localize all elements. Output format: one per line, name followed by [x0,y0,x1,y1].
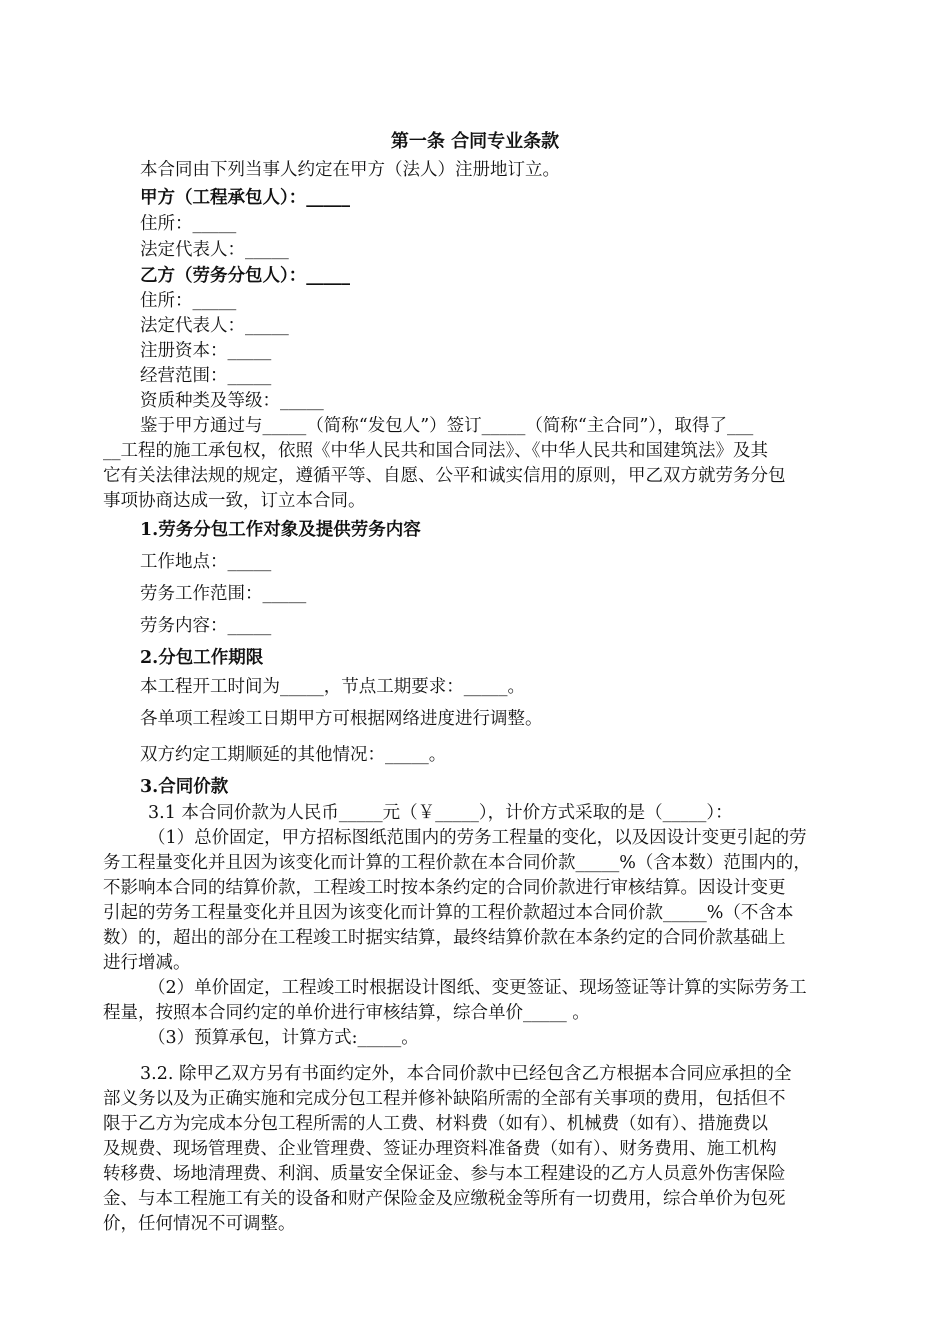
intro-text: 本合同由下列当事人约定在甲方（法人）注册地订立。 [140,160,560,180]
option1-line: 进行增减。 [103,953,191,973]
work-range: 劳务工作范围：_____ [140,584,307,604]
party-b-label: 乙方（劳务分包人）：_____ [140,266,350,286]
start-time: 本工程开工时间为_____，节点工期要求：_____。 [140,677,525,697]
option1-line: 不影响本合同的结算价款，工程竣工时按本条约定的合同价款进行审核结算。因设计变更 [103,878,786,898]
schedule-other: 双方约定工期顺延的其他情况：_____。 [140,745,447,765]
work-location: 工作地点：_____ [140,552,272,572]
party-a-label: 甲方（工程承包人）：_____ [140,188,350,208]
clause-3-2-line: 部义务以及为正确实施和完成分包工程并修补缺陷所需的全部有关事项的费用，包括但不 [103,1089,786,1109]
party-b-address: 住所：_____ [140,291,237,311]
section2-heading: 2.分包工作期限 [140,648,264,668]
schedule-adjust: 各单项工程竣工日期甲方可根据网络进度进行调整。 [140,709,543,729]
option1-line: 引起的劳务工程量变化并且因为该变化而计算的工程价款超过本合同价款_____%（不含本 [103,903,794,923]
preamble-line: 鉴于甲方通过与_____（简称“发包人”）签订_____（简称“主合同”），取得了___ [140,416,754,436]
clause-3-1: 3.1 本合同价款为人民币_____元（￥_____），计价方式采取的是（_____）： [148,803,733,823]
preamble-line: 事项协商达成一致，订立本合同。 [103,491,366,511]
preamble-line: 它有关法律法规的规定，遵循平等、自愿、公平和诚实信用的原则，甲乙双方就劳务分包 [103,466,786,486]
clause-3-2-line: 价，任何情况不可调整。 [103,1214,296,1234]
party-a-address: 住所：_____ [140,214,237,234]
section3-heading: 3.合同价款 [140,777,229,797]
option1-line: 数）的，超出的部分在工程竣工时据实结算，最终结算价款在本条约定的合同价款基础上 [103,928,786,948]
option2-line: 程量，按照本合同约定的单价进行审核结算，综合单价_____ 。 [103,1003,590,1023]
section1-heading: 1.劳务分包工作对象及提供劳务内容 [140,520,421,540]
preamble-line: __工程的施工承包权，依照《中华人民共和国合同法》、《中华人民共和国建筑法》及其 [103,441,768,461]
party-b-scope: 经营范围：_____ [140,366,272,386]
clause-3-2-line: 限于乙方为完成本分包工程所需的人工费、材料费（如有）、机械费（如有）、措施费以 [103,1114,768,1134]
clause-3-2-line: 金、与本工程施工有关的设备和财产保险金及应缴税金等所有一切费用，综合单价为包死 [103,1189,786,1209]
clause-3-2-line: 3.2. 除甲乙双方另有书面约定外，本合同价款中已经包含乙方根据本合同应承担的全 [140,1064,792,1084]
clause-3-2-line: 及规费、现场管理费、企业管理费、签证办理资料准备费（如有）、财务费用、施工机构 [103,1139,777,1159]
option3-line: （3）预算承包，计算方式:_____。 [148,1028,419,1048]
option1-line: 务工程量变化并且因为该变化而计算的工程价款在本合同价款_____%（含本数）范围内的， [103,853,811,873]
party-b-rep: 法定代表人：_____ [140,316,289,336]
work-content: 劳务内容：_____ [140,616,272,636]
party-a-rep: 法定代表人：_____ [140,240,289,260]
page-title: 第一条 合同专业条款 [390,131,560,152]
option1-line: （1）总价固定，甲方招标图纸范围内的劳务工程量的变化，以及因设计变更引起的劳 [148,828,807,848]
party-b-capital: 注册资本：_____ [140,341,272,361]
clause-3-2-line: 转移费、场地清理费、利润、质量安全保证金、参与本工程建设的乙方人员意外伤害保险 [103,1164,786,1184]
option2-line: （2）单价固定，工程竣工时根据设计图纸、变更签证、现场签证等计算的实际劳务工 [148,978,807,998]
party-b-qualification: 资质种类及等级：_____ [140,391,324,411]
